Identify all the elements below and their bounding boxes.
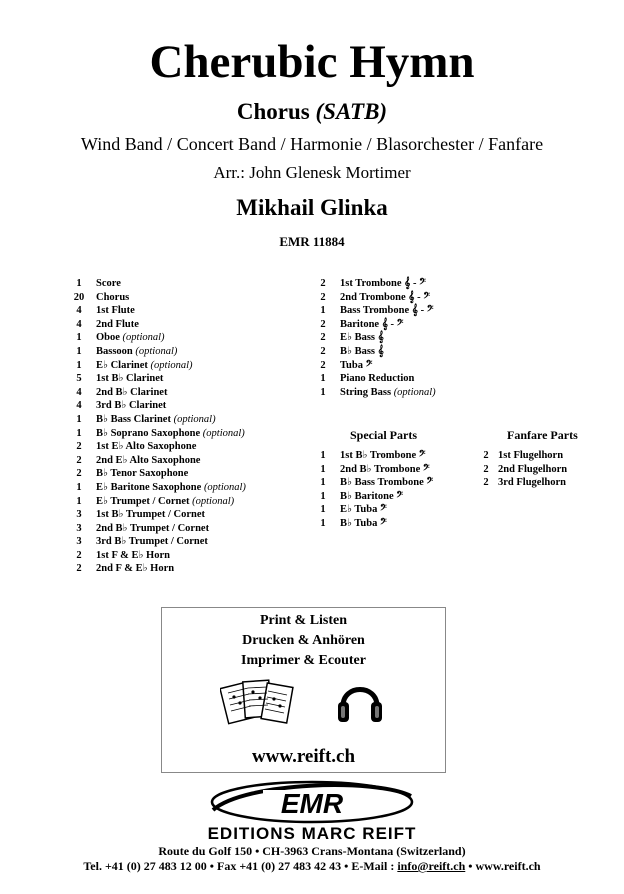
part-quantity: 4 [76,318,82,330]
part-name [96,535,208,549]
part-instrument: 1st E♭ Alto Saxophone [96,441,197,453]
part-row [62,345,246,359]
part-name [340,304,433,318]
part-name [96,345,177,359]
part-instrument: 2nd Flute [96,318,139,330]
part-quantity: 1 [76,427,82,439]
part-instrument: E♭ Clarinet [96,359,148,371]
subtitle-voicing: (SATB) [315,99,388,124]
part-name [96,481,246,495]
part-row [62,359,246,373]
website-link[interactable]: www.reift.ch [251,746,356,767]
part-instrument: E♭ Baritone Saxophone [96,481,202,493]
part-quantity: 5 [76,373,82,385]
part-name [96,549,170,563]
part-row [474,476,567,490]
part-name [96,562,174,576]
part-name [340,463,430,477]
catalog-number: EMR 11884 [279,234,345,249]
part-quantity: 1 [76,278,82,289]
part-quantity: 2 [320,332,326,344]
part-name [96,413,216,427]
part-row [306,517,433,531]
fanfare-parts-heading: Fanfare Parts [507,428,578,442]
part-row [62,522,246,536]
part-quantity: 2 [320,345,326,357]
part-instrument: 2nd B♭ Trombone 𝄢 [340,463,430,475]
emr-logo-text: EMR [280,788,344,819]
part-row [62,481,246,495]
part-quantity: 1 [76,359,82,371]
part-name [96,508,205,522]
emr-logo [205,776,419,826]
part-name [340,449,426,463]
part-quantity: 2 [483,463,489,475]
part-row [62,413,246,427]
sheet-music-icon [220,675,300,739]
part-quantity: 2 [76,454,82,466]
part-name [96,495,234,509]
fanfare-parts-list [474,449,567,490]
headphones-icon [337,674,383,728]
part-quantity: 1 [320,504,326,516]
publisher-name: EDITIONS MARC REIFT [207,824,417,843]
part-instrument: 1st B♭ Trombone 𝄢 [340,450,426,461]
print-listen-box [161,607,446,773]
part-quantity: 2 [320,291,326,303]
part-instrument: B♭ Tuba 𝄢 [340,517,387,529]
part-name [96,522,209,536]
part-row [306,304,436,318]
part-instrument: B♭ Bass 𝄞 [340,345,384,357]
part-instrument: 2nd B♭ Trumpet / Cornet [96,522,210,534]
part-row [62,549,246,563]
part-row [62,318,246,332]
part-instrument: 1st B♭ Trumpet / Cornet [96,509,205,521]
part-quantity: 1 [320,305,326,317]
part-quantity: 1 [320,373,326,385]
arranger-line: Arr.: John Glenesk Mortimer [213,163,411,182]
part-quantity: 4 [76,386,82,398]
part-quantity: 1 [76,332,82,344]
ensemble-line: Wind Band / Concert Band / Harmonie / Blasorchester / Fanfare [80,134,544,154]
part-quantity: 1 [320,477,326,489]
part-instrument: Score [96,278,121,289]
part-instrument: Piano Reduction [340,373,415,385]
part-quantity: 1 [76,495,82,507]
part-name [340,372,414,386]
parts-list-brass [306,277,436,399]
part-quantity: 2 [76,549,82,561]
part-row [62,467,246,481]
part-row [62,427,246,441]
part-name [340,490,403,504]
part-name [340,359,372,373]
part-quantity: 2 [320,359,326,371]
part-quantity: 4 [76,305,82,317]
parts-list-main [62,277,246,576]
part-instrument: 1st B♭ Clarinet [96,373,164,385]
part-row [62,291,246,305]
part-instrument: 2nd F & E♭ Horn [96,563,175,575]
part-instrument: 2nd Flugelhorn [498,463,568,475]
part-name [96,304,135,318]
part-quantity: 2 [483,477,489,489]
part-row [474,463,567,477]
part-quantity: 1 [320,450,326,461]
part-instrument: Chorus [96,291,130,303]
part-row [62,495,246,509]
part-row [62,454,246,468]
part-name [340,476,433,490]
composer-name: Mikhail Glinka [236,195,388,220]
part-quantity: 1 [76,413,82,425]
part-name [96,386,167,400]
print-listen-fr: Imprimer & Ecouter [241,653,366,668]
part-quantity: 2 [76,441,82,453]
contact-web: • www.reift.ch [465,859,541,873]
part-row [474,449,567,463]
part-quantity: 1 [320,490,326,502]
part-name [96,427,245,441]
part-instrument: 3rd Flugelhorn [498,477,566,489]
part-name [340,331,384,345]
part-row [62,372,246,386]
publisher-address: Route du Golf 150 • CH-3963 Crans-Montana (Switzerland) [158,844,466,858]
part-quantity: 3 [76,509,82,521]
part-row [62,535,246,549]
part-name [340,386,436,400]
part-quantity: 20 [73,291,85,303]
contact-phone-fax: Tel. +41 (0) 27 483 12 00 • Fax +41 (0) 27 483 42 43 • E-Mail : [83,859,398,873]
part-row [62,508,246,522]
part-instrument: E♭ Trumpet / Cornet [96,495,190,507]
part-quantity: 1 [320,463,326,475]
part-quantity: 1 [320,386,326,398]
part-row [306,318,436,332]
part-row [62,399,246,413]
part-optional-note: (optional) [202,427,245,439]
part-row [306,476,433,490]
part-instrument: String Bass [340,386,392,398]
subtitle [0,98,624,126]
part-row [62,277,246,291]
part-instrument: B♭ Tenor Saxophone [96,468,189,480]
subtitle-main: Chorus [236,99,310,124]
part-name [96,399,166,413]
special-parts-list [306,449,433,531]
part-instrument: E♭ Tuba 𝄢 [340,504,387,516]
part-name [340,291,430,305]
part-optional-note: (optional) [122,332,165,344]
part-instrument: Baritone 𝄞 - 𝄢 [340,318,404,330]
part-name [96,467,188,481]
part-name [96,331,165,345]
part-row [306,503,433,517]
part-instrument: 1st Flugelhorn [498,450,564,461]
part-instrument: B♭ Bass Trombone 𝄢 [340,477,434,489]
part-instrument: 3rd B♭ Trumpet / Cornet [96,536,208,548]
part-name [498,449,563,463]
part-name [340,277,426,291]
part-optional-note: (optional) [192,495,235,507]
part-quantity: 2 [483,450,489,461]
part-row [306,449,433,463]
print-listen-en: Print & Listen [259,613,348,628]
part-quantity: 3 [76,522,82,534]
part-row [306,291,436,305]
part-quantity: 1 [76,481,82,493]
part-row [306,463,433,477]
part-quantity: 1 [320,517,326,529]
part-name [340,345,384,359]
part-row [306,331,436,345]
part-row [306,490,433,504]
part-instrument: B♭ Bass Clarinet [96,413,171,425]
part-quantity: 2 [320,278,326,289]
part-row [62,386,246,400]
part-row [62,562,246,576]
part-instrument: 2nd E♭ Alto Saxophone [96,454,201,466]
part-optional-note: (optional) [150,359,193,371]
part-name [340,503,387,517]
part-name [96,454,200,468]
part-quantity: 1 [76,345,82,357]
part-name [96,277,121,291]
part-instrument: 1st Flute [96,305,135,317]
part-name [96,291,129,305]
part-instrument: Oboe [96,332,120,344]
print-listen-de: Drucken & Anhören [242,633,365,648]
part-row [306,372,436,386]
part-optional-note: (optional) [203,481,246,493]
part-instrument: Bass Trombone 𝄞 - 𝄢 [340,305,434,317]
part-quantity: 2 [320,318,326,330]
part-quantity: 2 [76,563,82,575]
part-instrument: 3rd B♭ Clarinet [96,400,167,412]
part-quantity: 3 [76,536,82,548]
part-instrument: 1st Trombone 𝄞 - 𝄢 [340,278,426,289]
part-instrument: B♭ Soprano Saxophone [96,427,201,439]
email-link[interactable]: info@reift.ch [397,859,466,873]
part-row [62,440,246,454]
part-instrument: 1st F & E♭ Horn [96,549,170,561]
part-optional-note: (optional) [173,413,216,425]
page-title: Cherubic Hymn [149,36,475,88]
part-instrument: 2nd B♭ Clarinet [96,386,168,398]
part-row [306,345,436,359]
part-name [340,318,403,332]
part-row [306,359,436,373]
part-name [96,318,139,332]
part-instrument: 2nd Trombone 𝄞 - 𝄢 [340,291,430,303]
part-optional-note: (optional) [135,345,178,357]
part-instrument: Bassoon [96,345,133,357]
part-quantity: 4 [76,400,82,412]
part-row [62,331,246,345]
part-name [340,517,387,531]
special-parts-heading: Special Parts [350,428,417,442]
part-row [62,304,246,318]
part-name [498,463,567,477]
part-instrument: Tuba 𝄢 [340,359,373,371]
part-name [498,476,566,490]
part-name [96,440,196,454]
part-name [96,359,193,373]
part-row [306,277,436,291]
part-name [96,372,163,386]
publisher-contact [0,859,624,874]
part-quantity: 2 [76,468,82,480]
part-instrument: E♭ Bass 𝄞 [340,332,384,344]
part-instrument: B♭ Baritone 𝄢 [340,490,404,502]
part-row [306,386,436,400]
part-optional-note: (optional) [393,386,436,398]
